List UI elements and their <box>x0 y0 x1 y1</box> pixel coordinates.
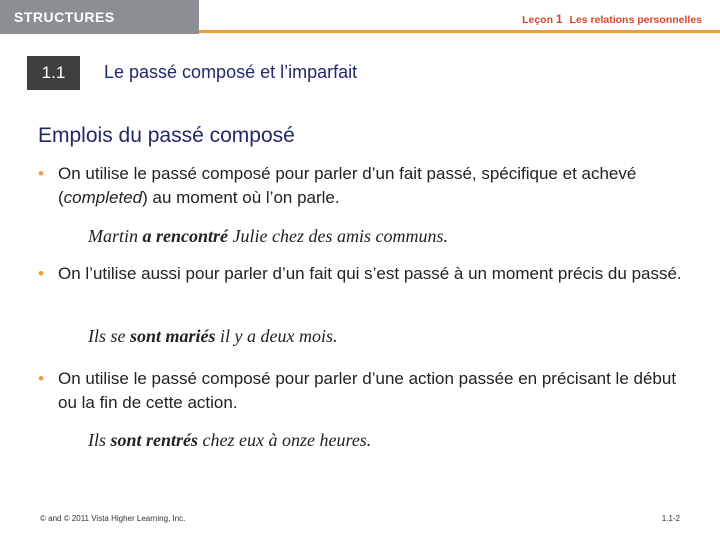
example-verb: sont rentrés <box>110 430 199 450</box>
example-text: Ils <box>88 430 111 450</box>
bullet-text-part: On utilise le passé composé pour parler d’un fait passé, spécifique et achevé ( <box>58 164 637 207</box>
example-verb: a rencontré <box>142 226 229 246</box>
bullet-item <box>38 262 698 286</box>
bullet-text: On utilise le passé composé pour parler d’une action passée en précisant le début ou la fin de cette action. <box>58 369 677 412</box>
bullet-icon: • <box>38 264 44 283</box>
bullet-text <box>38 162 698 210</box>
brand-block <box>0 0 199 34</box>
lesson-label <box>522 12 702 26</box>
section-title: Le passé composé et l’imparfait <box>104 62 358 82</box>
example-sentence <box>88 430 371 451</box>
page-heading: Emplois du passé composé <box>38 124 295 147</box>
example-text: chez eux à onze heures. <box>198 430 372 450</box>
bullet-item <box>38 162 698 210</box>
page-number: 1.1-2 <box>661 514 680 523</box>
example-text: Ils se <box>88 326 130 346</box>
example-verb: sont mariés <box>130 326 216 346</box>
example-sentence <box>88 226 448 247</box>
example-text: il y a deux mois. <box>215 326 338 346</box>
example-text: Julie chez des amis communs. <box>228 226 448 246</box>
bullet-text: On l’utilise aussi pour parler d’un fait qui s’est passé à un moment précis du passé. <box>58 264 682 283</box>
copyright: © and © 2011 Vista Higher Learning, Inc. <box>40 514 186 523</box>
lesson-number: 1 <box>555 12 563 26</box>
bullet-item <box>38 367 698 415</box>
section-number-badge: 1.1 <box>27 56 80 90</box>
example-sentence <box>88 326 338 347</box>
lesson-title: Les relations personnelles <box>569 14 702 26</box>
top-bar <box>0 0 720 34</box>
bullet-icon: • <box>38 369 44 388</box>
bullet-text-part: ) au moment où l’on parle. <box>142 188 340 207</box>
lesson-word: Leçon <box>522 14 553 26</box>
bullet-icon: • <box>38 164 44 183</box>
header-rule <box>199 30 720 33</box>
bullet-emphasis: completed <box>63 188 143 207</box>
example-text: Martin <box>88 226 143 246</box>
brand-label: STRUCTURES <box>14 9 115 25</box>
